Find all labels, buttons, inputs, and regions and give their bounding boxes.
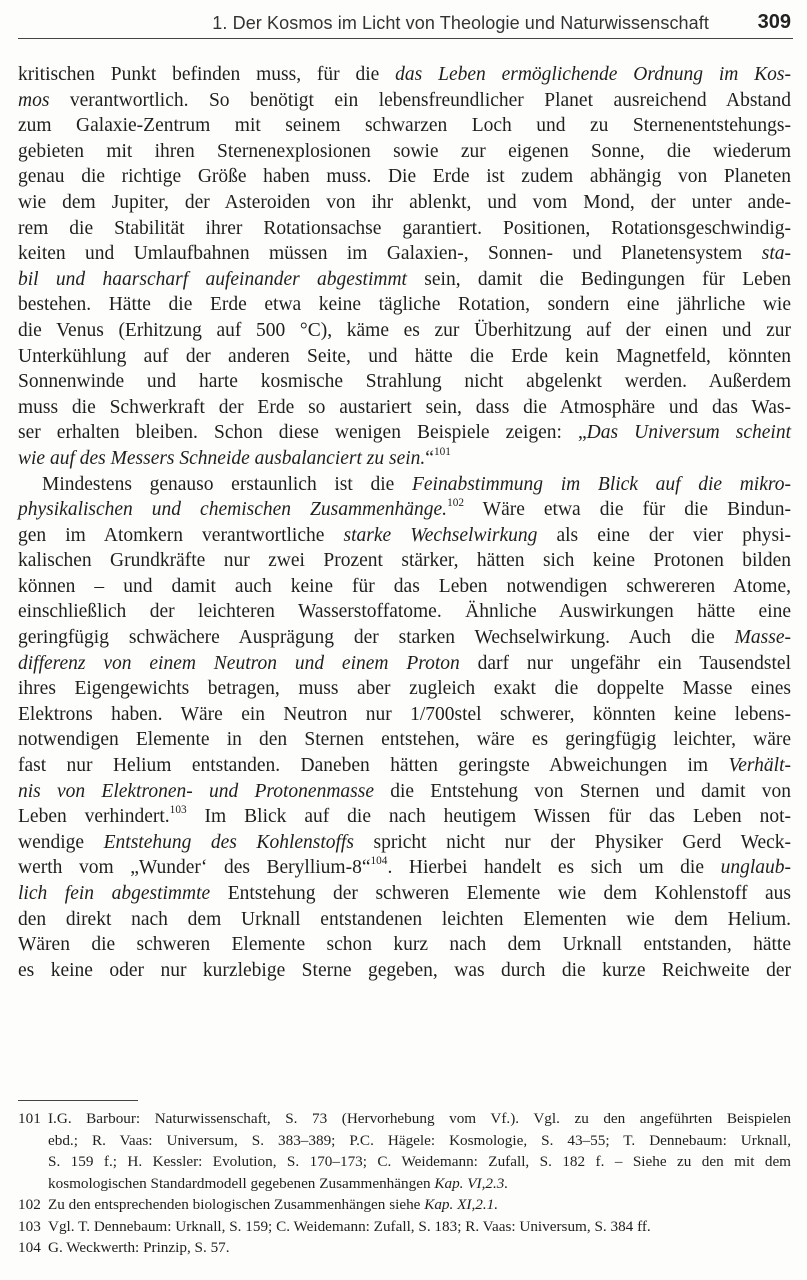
text-line: einschließlich der leichteren Wasserstoffatome. Ähnliche Auswirkungen hätte eine [18,601,791,623]
footnote-ref: 104 [370,855,388,868]
emphasis: mos [18,89,50,111]
text-line: physikalischen und chemischen Zusammenhänge.$^{102}$ Wäre etwa die für die Bindun- [18,496,792,521]
footnote-divider [18,1100,138,1101]
text-line: ser erhalten bleiben. Schon diese wenigen Beispiele zeigen: „Das Universum scheint [18,422,791,444]
text-line: es keine oder nur kurzlebige Sterne gegeben, was durch die kurze Reichweite der [18,959,791,981]
body-text [18,62,791,983]
emphasis: Verhält- [728,755,791,777]
footnote-number: 101 [18,1110,41,1127]
footnote-ref: 101 [433,445,451,458]
text-line: bil und haarscharf aufeinander abgestimmt sein, damit die Bedingungen für Leben [18,268,791,290]
footnote-103: 103 Vgl. T. Dennebaum: Urknall, S. 159; C. Weidemann: Zufall, S. 183; R. Vaas: Universum, S. 384 ff. [18,1216,791,1238]
emphasis: physikalischen und chemischen Zusammenhänge. [18,499,448,521]
text-line: muss die Schwerkraft der Erde so austariert sein, dass die Atmosphäre und das Was- [18,396,791,418]
text-line: werth vom „Wunder‘ des Beryllium-8“$^{104}$. Hierbei handelt es sich um die unglaub- [18,855,791,879]
text-line: geringfügig schwächere Ausprägung der starken Wechselwirkung. Auch die Masse- [18,627,791,649]
text-line: lich fein abgestimmte Entstehung der schweren Elemente wie dem Kohlenstoff aus [18,883,791,904]
text-line: kritischen Punkt befinden muss, für die das Leben ermöglichende Ordnung im Kos- [18,64,791,85]
emphasis: differenz von einem Neutron und einem Proton [18,652,460,674]
footnote-101: 101 I.G. Barbour: Naturwissenschaft, S. 73 (Hervorhebung vom Vf.). Vgl. zu den angeführten Beispielen ebd.; R. Vaas: Universum, S. 383–389; P.C. Hägele: Kosmologie, S. 43–55; T. Dennebaum: Urknall, S. 159 f.; H. Kessler: Evolution, S. 170–173; C. Weidemann: Zufall, S. 182 f. – Siehe zu den mit dem kosmologischen Standardmodell gegebenen Zusammenhängen Kap. VI,2.3. [18,1110,791,1192]
text-line: zum Galaxie-Zentrum mit seinem schwarzen Loch und zu Sternenentstehungs- [18,115,791,137]
emphasis: Feinabstimmung im Blick auf die mikro- [411,473,791,495]
chapter-title: 1. Der Kosmos im Licht von Theologie und Naturwissenschaft [212,13,709,33]
emphasis: lich fein abgestimmte [18,883,211,904]
footnotes [18,1108,791,1259]
text-line: wie dem Jupiter, der Asteroiden von ihr ablenkt, und vom Mond, der unter ande- [18,191,791,213]
text-line: gebieten mit ihren Sternenexplosionen sowie zur eigenen Sonne, die wiederum [18,140,791,162]
text-line: Mindestens genauso erstaunlich ist die Feinabstimmung im Blick auf die mikro- [42,473,791,495]
text-line: wendige Entstehung des Kohlenstoffs spricht nicht nur der Physiker Gerd Weck- [18,831,792,853]
footnote-number: 103 [18,1217,41,1235]
footnote-ref: 102 [447,496,465,509]
emphasis: Masse- [734,627,791,649]
text-line: Leben verhindert.$^{103}$ Im Blick auf die nach heutigem Wissen für das Leben not- [18,804,792,828]
emphasis: bil und haarscharf aufeinander abgestimmt [18,268,407,290]
text-line: mos verantwortlich. So benötigt ein lebensfreundlicher Planet ausreichend Abstand [18,89,791,111]
footnote-ref: 103 [169,804,187,817]
text-line: Elektrons haben. Wäre ein Neutron nur 1/700stel schwerer, könnten keine lebens- [18,703,791,725]
text-line: wie auf des Messers Schneide ausbalanciert zu sein.“$^{101}$ [18,445,451,469]
text-line: gen im Atomkern verantwortliche starke Wechselwirkung als eine der vier physi- [18,524,792,546]
footnote-number: 102 [18,1196,41,1213]
emphasis: unglaub- [720,857,791,879]
emphasis: nis von Elektronen- und Protonenmasse [18,780,374,802]
text-line: nis von Elektronen- und Protonenmasse die Entstehung von Sternen und damit von [18,780,791,802]
text-line: Wären die schweren Elemente schon kurz nach dem Urknall entstanden, hätte [18,934,791,956]
emphasis: sta- [761,243,791,265]
emphasis: Das Universum scheint [586,422,791,444]
emphasis: Entstehung des Kohlenstoffs [103,831,354,853]
running-header [18,8,793,39]
emphasis: das Leben ermöglichende Ordnung im Kos- [395,64,791,85]
text-line: kalischen Grundkräfte nur zwei Prozent stärker, hätten sich keine Protonen bilden [18,550,791,572]
text-line: den direkt nach dem Urknall entstandenen leichten Elementen wie dem Helium. [18,908,791,930]
footnote-number: 104 [18,1239,41,1256]
text-line: fast nur Helium entstanden. Daneben hätten geringste Abweichungen im Verhält- [18,755,791,777]
text-line: Unterkühlung auf der anderen Seite, und hätte die Erde kein Magnetfeld, könnten [18,345,791,367]
text-line: können – und damit auch keine für das Leben notwendigen schwereren Atome, [18,575,791,597]
emphasis: wie auf des Messers Schneide ausbalanciert zu sein. [18,447,426,469]
text-line: rem die Stabilität ihrer Rotationsachse garantiert. Positionen, Rotationsgeschwindig- [18,217,791,239]
text-line: bestehen. Hätte die Erde etwa keine tägliche Rotation, sondern eine jährliche wie [18,294,791,316]
emphasis: starke Wechselwirkung [343,524,538,546]
text-line: differenz von einem Neutron und einem Proton darf nur ungefähr ein Tausendstel [18,652,791,674]
text-line: notwendigen Elemente in den Sternen entstehen, wäre es geringfügig leichter, wäre [18,729,791,751]
text-line: Sonnenwinde und harte kosmische Strahlung nicht abgelenkt werden. Außerdem [18,371,791,393]
text-line: keiten und Umlaufbahnen müssen im Galaxien-, Sonnen- und Planetensystem sta- [18,243,791,265]
footnote-102: 102 Zu den entsprechenden biologischen Zusammenhängen siehe Kap. XI,2.1. [18,1194,791,1216]
text-line: die Venus (Erhitzung auf 500 °C), käme es zur Überhitzung auf der einen und zur [18,319,791,341]
text-line: ihres Eigengewichts betragen, muss aber zugleich exakt die doppelte Masse eines [18,678,791,700]
footnote-104: 104 G. Weckwerth: Prinzip, S. 57. [18,1237,791,1259]
text-line: genau die richtige Größe haben muss. Die Erde ist zudem abhängig von Planeten [18,166,791,188]
page-number: 309 [757,11,791,33]
